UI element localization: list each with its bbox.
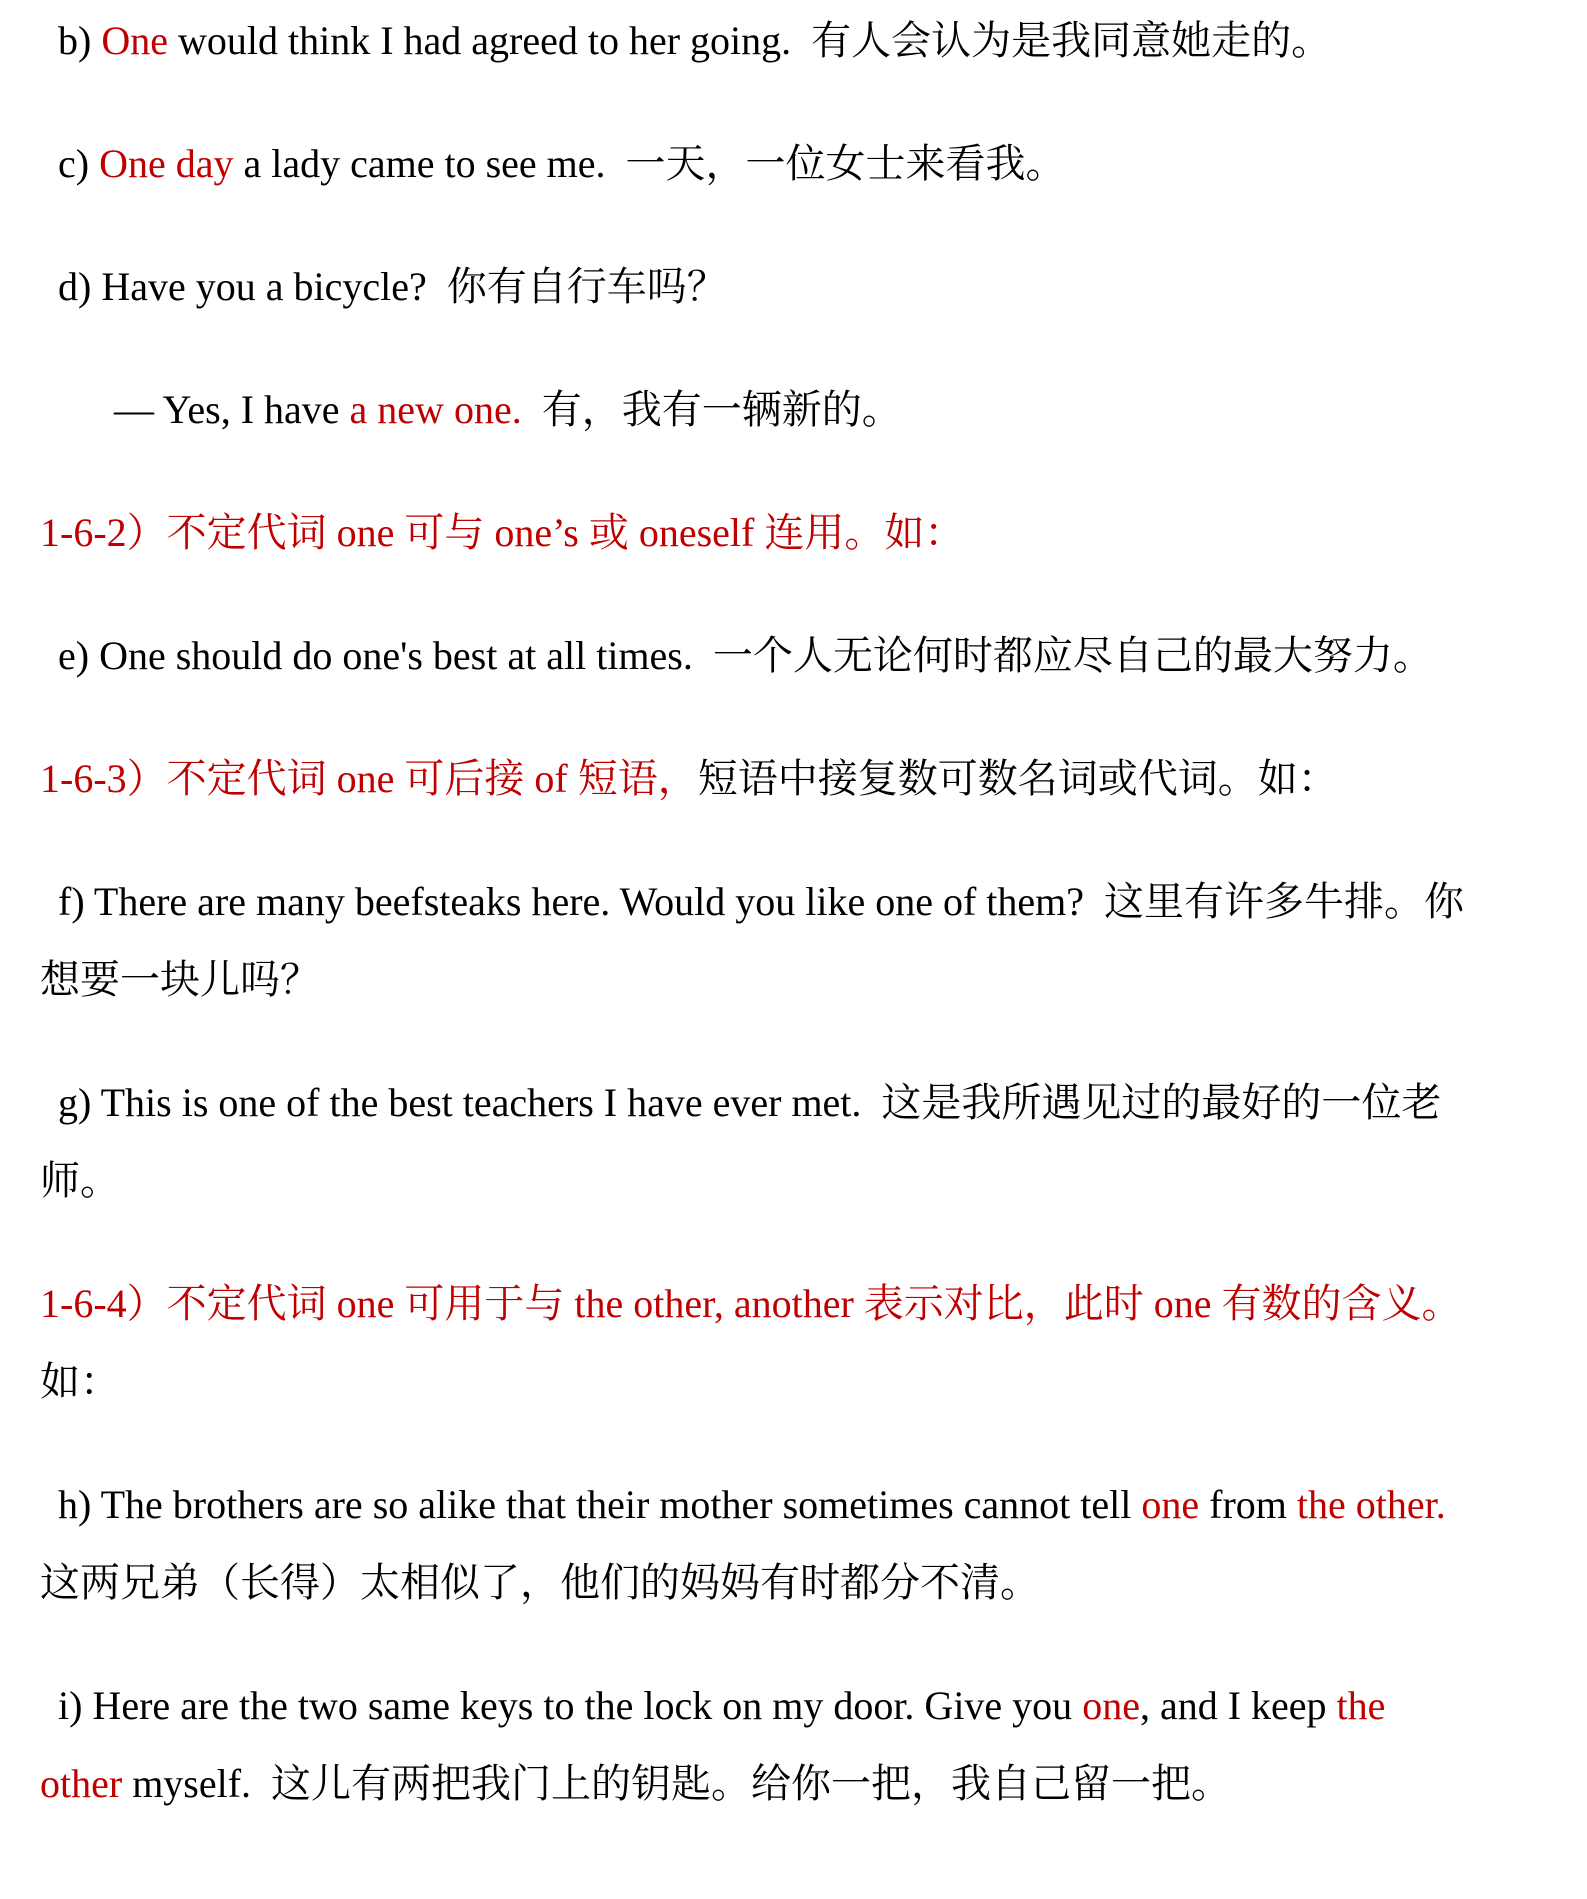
- text-segment: f) There are many beefsteaks here. Would you like one of them? 这里有许多牛排。你想要一块儿吗？: [40, 879, 1465, 1002]
- text-segment: b): [58, 18, 102, 63]
- highlighted-text: the other: [40, 1683, 1396, 1806]
- highlighted-text: 1-6-2）不定代词 one 可与 one’s 或 oneself 连用。如：: [40, 510, 965, 555]
- text-segment: c): [58, 141, 100, 186]
- highlighted-text: the other.: [1296, 1482, 1446, 1527]
- highlighted-text: a new one.: [349, 387, 522, 432]
- highlighted-text: one: [1141, 1482, 1200, 1527]
- paragraph: [40, 1667, 1475, 1823]
- paragraph: [40, 740, 1475, 818]
- document-body: [40, 2, 1475, 1823]
- paragraph: [40, 863, 1475, 1019]
- text-segment: 这两兄弟（长得）太相似了，他们的妈妈有时都分不清。: [40, 1482, 1466, 1605]
- highlighted-text: 1-6-4）不定代词 one 可用于与 the other, another 表示对比，此时 one 有数的含义。: [40, 1281, 1462, 1326]
- highlighted-text: one: [1082, 1683, 1140, 1728]
- paragraph: [40, 125, 1475, 203]
- text-segment: 短语中接复数可数名词或代词。如：: [697, 756, 1338, 801]
- text-segment: i) Here are the two same keys to the lock on my door. Give you: [58, 1683, 1083, 1728]
- paragraph: [40, 1466, 1475, 1622]
- text-segment: myself. 这儿有两把我门上的钥匙。给你一把，我自己留一把。: [122, 1761, 1232, 1806]
- highlighted-text: One: [101, 18, 168, 63]
- text-segment: from: [1199, 1482, 1297, 1527]
- text-segment: , and I keep: [1139, 1683, 1337, 1728]
- paragraph: [40, 248, 1475, 326]
- highlighted-text: 1-6-3）不定代词 one 可后接 of 短语，: [40, 756, 698, 801]
- text-segment: 如：: [40, 1359, 120, 1404]
- paragraph: [40, 371, 1475, 449]
- text-segment: would think I had agreed to her going. 有人会认为是我同意她走的。: [167, 18, 1332, 63]
- text-segment: g) This is one of the best teachers I have ever met. 这是我所遇见过的最好的一位老师。: [40, 1080, 1442, 1203]
- paragraph: [40, 1064, 1475, 1220]
- paragraph: [40, 2, 1475, 80]
- text-segment: h) The brothers are so alike that their mother sometimes cannot tell: [58, 1482, 1142, 1527]
- paragraph: [40, 1265, 1475, 1421]
- text-segment: d) Have you a bicycle? 你有自行车吗？: [58, 264, 727, 309]
- text-segment: — Yes, I have: [114, 387, 350, 432]
- text-segment: a lady came to see me. 一天，一位女士来看我。: [233, 141, 1066, 186]
- highlighted-text: One day: [99, 141, 234, 186]
- text-segment: 有，我有一辆新的。: [521, 387, 902, 432]
- paragraph: [40, 494, 1475, 572]
- text-segment: e) One should do one's best at all times. 一个人无论何时都应尽自己的最大努力。: [58, 633, 1433, 678]
- paragraph: [40, 617, 1475, 695]
